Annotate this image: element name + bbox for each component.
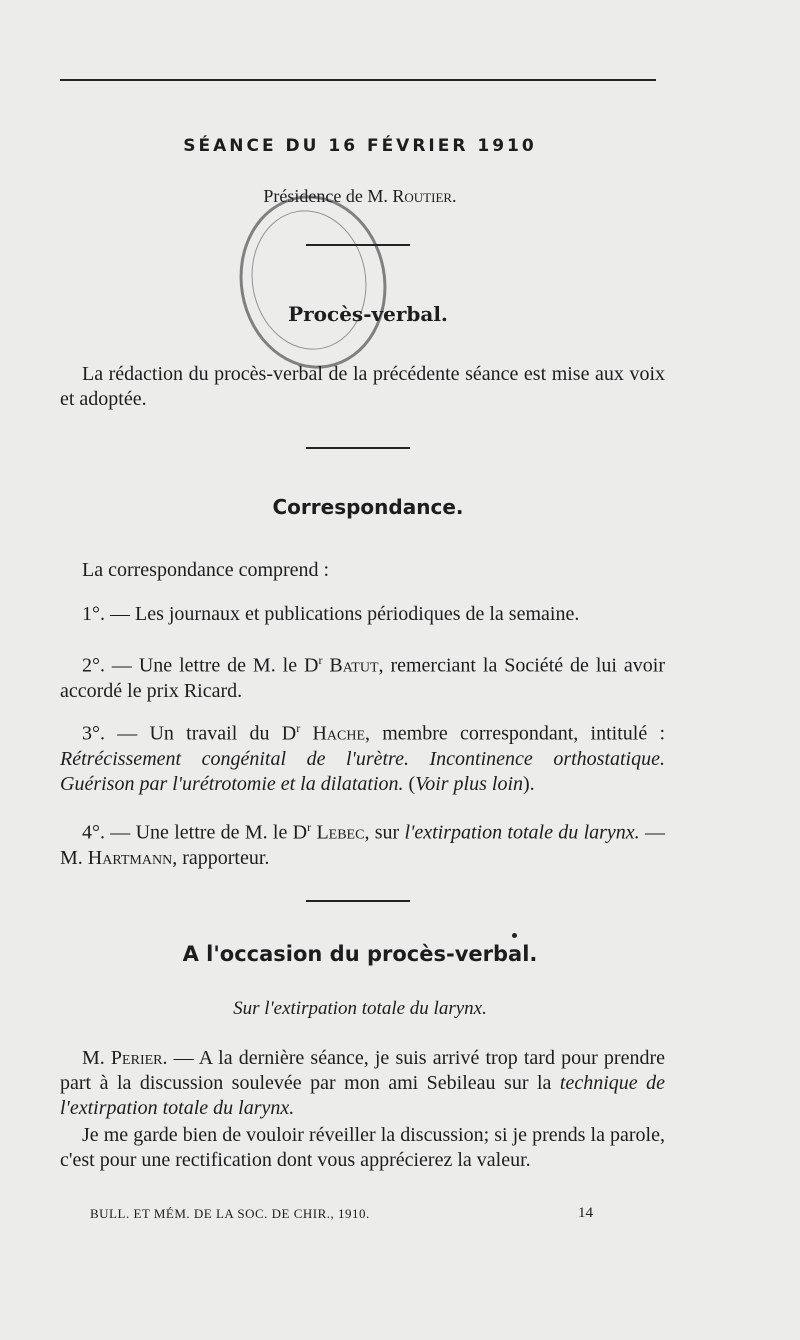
- item-3-sup: r: [296, 721, 301, 735]
- correspondance-item-1: 1°. — Les journaux et publications périodiques de la semaine.: [82, 603, 580, 625]
- item-4-rapporteur: Hartmann: [87, 846, 173, 869]
- item-4-end: , rapporteur.: [172, 846, 270, 869]
- section-rule: [306, 900, 410, 902]
- top-rule: [60, 79, 656, 81]
- presidency-prefix: Présidence de M.: [263, 186, 388, 206]
- item-3-see: Voir plus loin: [415, 772, 523, 795]
- item-4-name: Lebec: [316, 821, 365, 844]
- item-4-dash: — M.: [60, 821, 665, 869]
- item-3-text: 3°. — Un travail du D: [82, 722, 297, 745]
- correspondance-item-4: [60, 815, 665, 871]
- speaker-name: M. Perier.: [82, 1047, 168, 1069]
- item-2-rest: , remerciant la Société de lui avoir accordé le prix Ricard.: [60, 654, 665, 702]
- item-3-rest: , membre correspondant, intitulé :: [365, 722, 666, 745]
- item-2-text: 2°. — Une lettre de M. le D: [82, 654, 319, 677]
- library-stamp: [226, 184, 400, 381]
- item-2-name: Batut: [329, 654, 379, 677]
- item-4-sup: r: [307, 820, 312, 834]
- footer-journal: BULL. ET MÉM. DE LA SOC. DE CHIR., 1910.: [90, 1206, 370, 1221]
- occasion-paragraph-1: [60, 1046, 665, 1121]
- heading-occasion: A l'occasion du procès-verbal.: [182, 942, 538, 966]
- president-name: Routier.: [392, 186, 457, 206]
- ink-dot: [512, 933, 517, 938]
- section-rule: [306, 447, 410, 449]
- heading-correspondance: Correspondance.: [272, 495, 464, 519]
- paragraph-1-text: — A la dernière séance, je suis arrivé trop tard pour prendre part à la discussion soulevée par mon ami Sebileau sur la: [60, 1047, 665, 1094]
- correspondance-item-3: [60, 716, 665, 797]
- item-2-sup: r: [318, 653, 323, 667]
- correspondance-item-2: [60, 648, 665, 704]
- item-3-title: Rétrécissement congénital de l'urètre. Incontinence orthostatique. Guérison par l'urétrotomie et la dilatation.: [60, 747, 665, 795]
- paragraph-1-italic: technique de l'extirpation totale du larynx.: [60, 1072, 665, 1119]
- item-3-close: ).: [523, 772, 535, 795]
- presidency-line: [0, 186, 720, 207]
- footer-page-number: 14: [578, 1205, 593, 1221]
- occasion-subtitle: Sur l'extirpation totale du larynx.: [233, 998, 487, 1019]
- proces-verbal-text: La rédaction du procès-verbal de la précédente séance est mise aux voix et adoptée.: [60, 363, 665, 410]
- section-rule: [306, 244, 410, 246]
- occasion-paragraph-2: Je me garde bien de vouloir réveiller la discussion; si je prends la parole, c'est pour une rectification dont vous apprécierez la valeur.: [60, 1124, 665, 1171]
- item-4-text: 4°. — Une lettre de M. le D: [82, 821, 308, 844]
- item-4-rest: , sur: [364, 821, 405, 844]
- item-4-title: l'extirpation totale du larynx.: [404, 821, 640, 844]
- correspondance-intro: La correspondance comprend :: [82, 559, 330, 581]
- session-title: SÉANCE DU 16 FÉVRIER 1910: [183, 136, 537, 156]
- item-3-open: (: [403, 772, 416, 795]
- library-stamp-inner-ring: [241, 201, 378, 359]
- heading-proces-verbal: Procès-verbal.: [288, 302, 448, 326]
- item-3-name: Hache: [312, 722, 365, 745]
